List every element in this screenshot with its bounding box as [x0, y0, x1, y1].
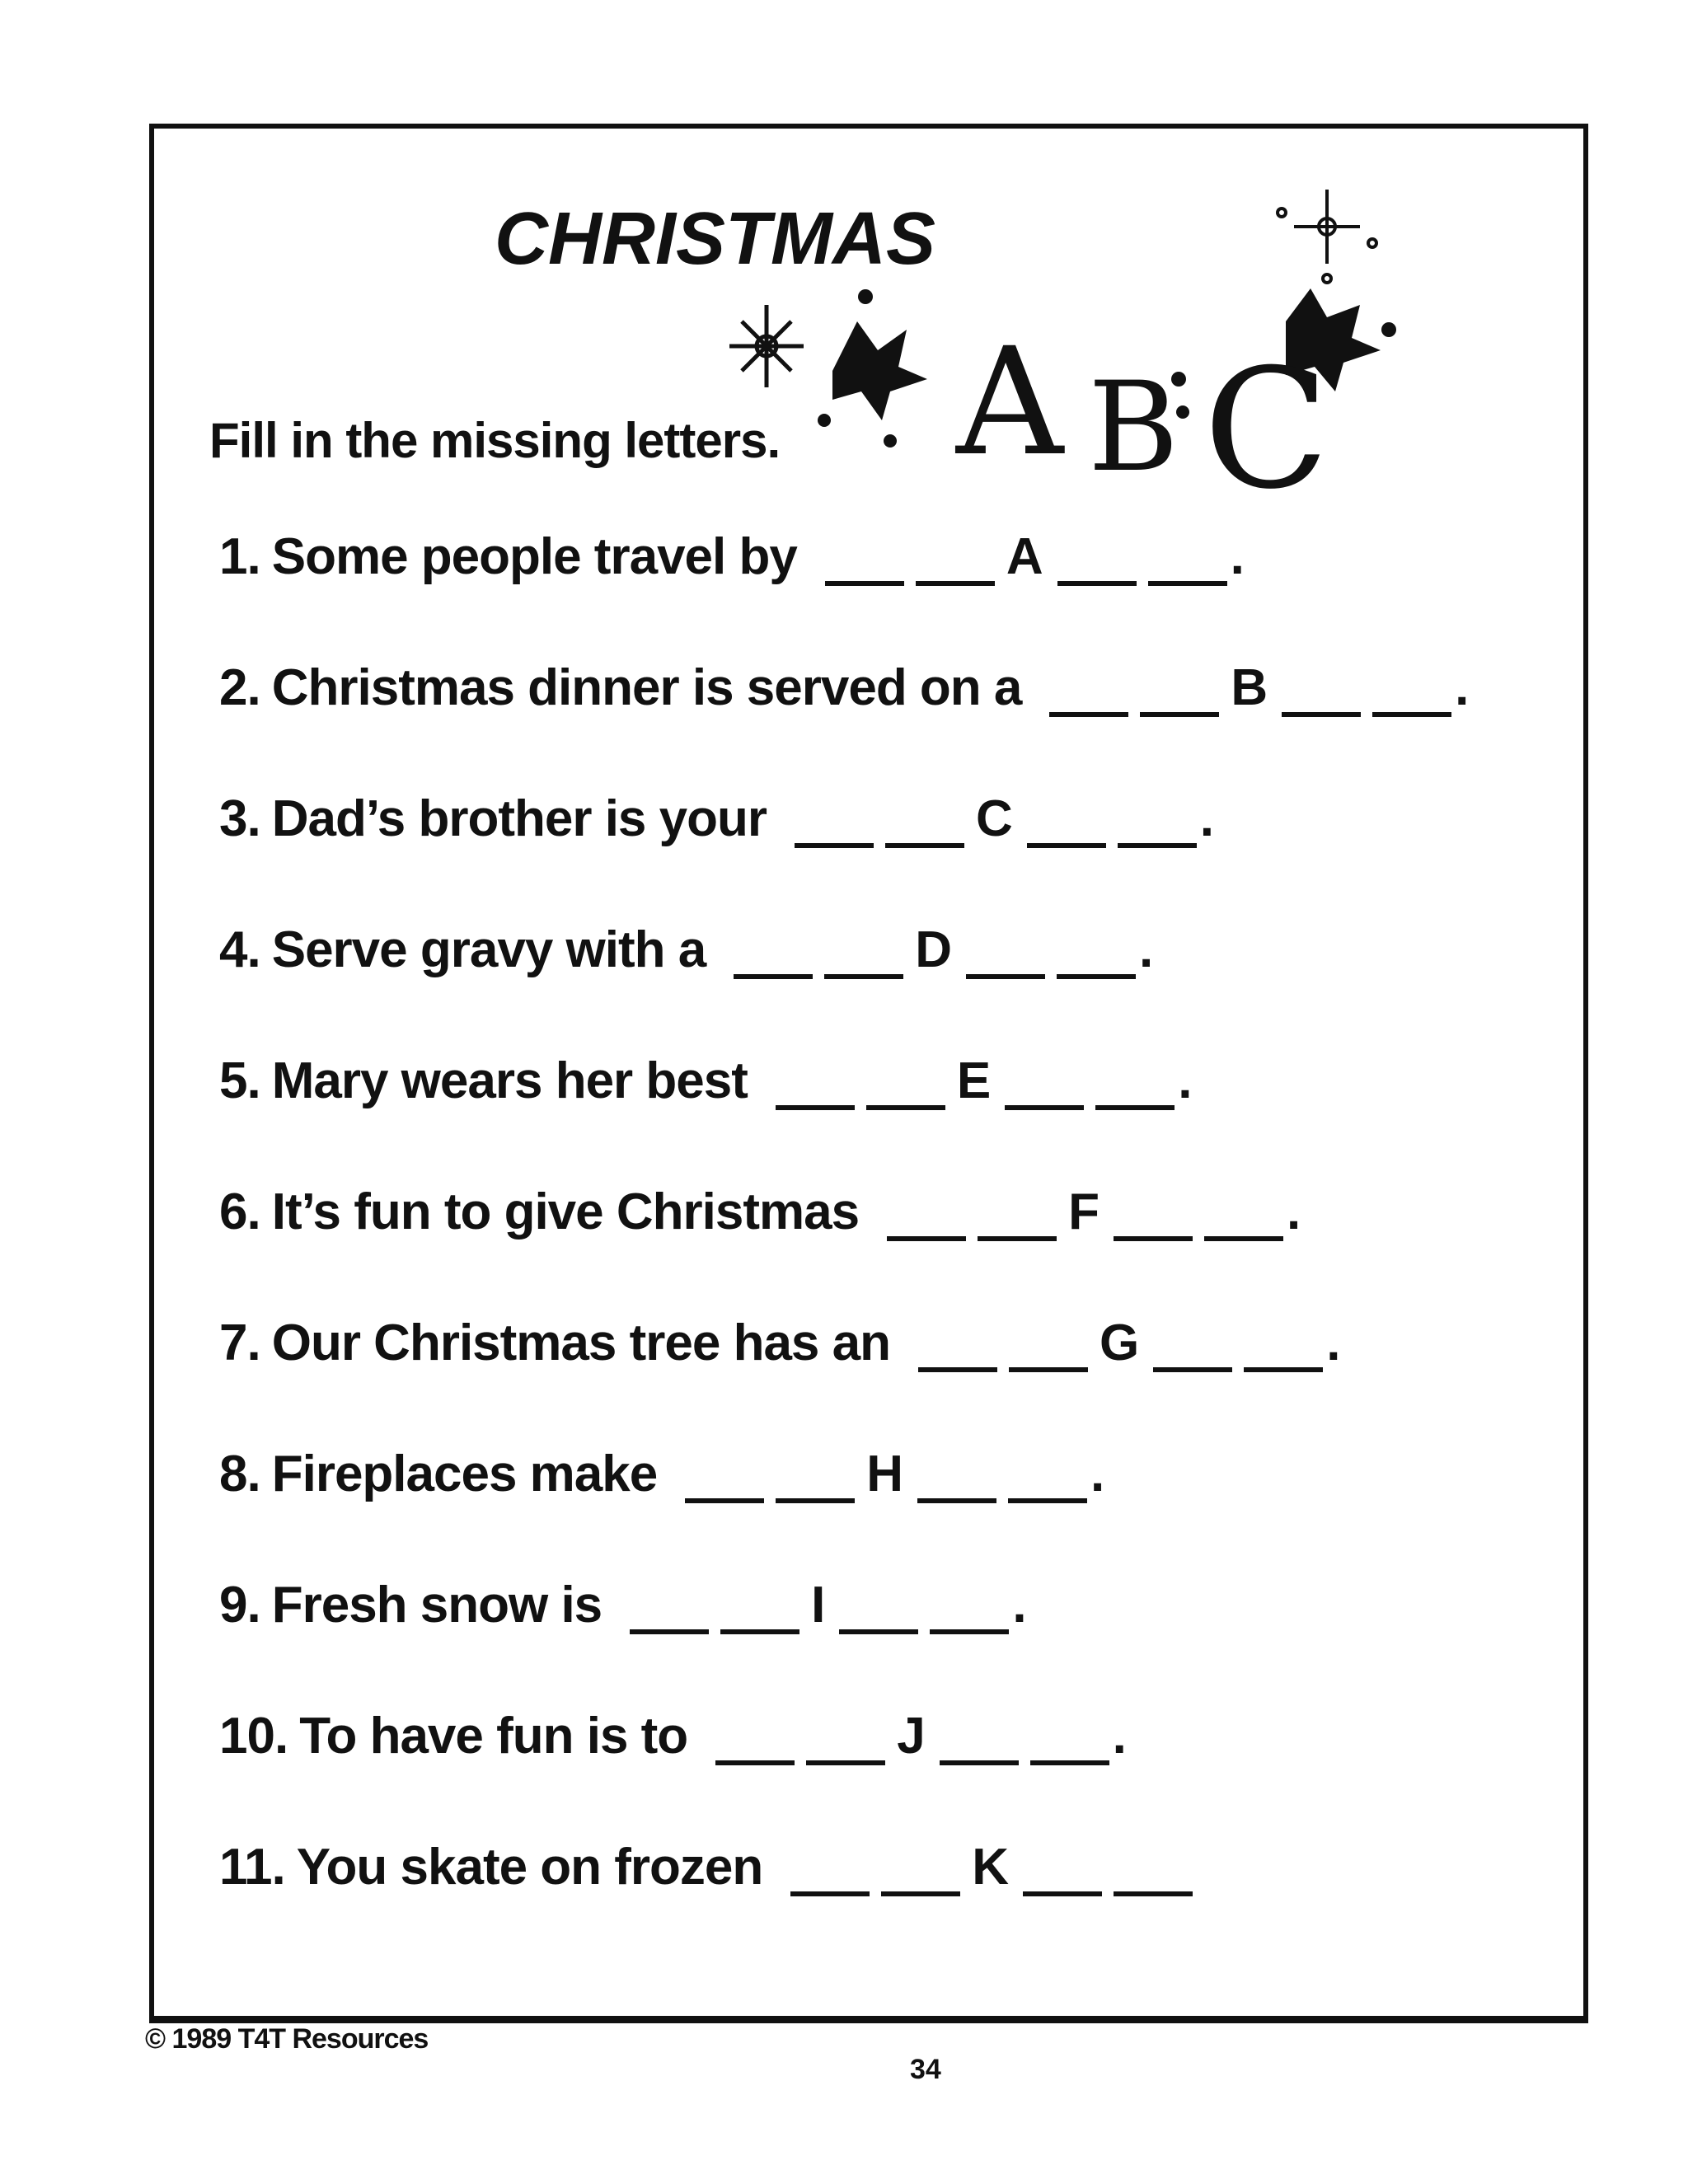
title-letter-b: B [1088, 356, 1179, 499]
letter-blank[interactable] [916, 538, 995, 586]
instruction-text: Fill in the missing letters. [209, 413, 781, 468]
letter-blank[interactable] [795, 800, 874, 848]
question-number: 1. [219, 528, 260, 585]
sentence-period: . [1326, 1315, 1340, 1371]
letter-blank[interactable] [776, 1062, 855, 1110]
letter-blank[interactable] [918, 1324, 997, 1372]
letter-blank[interactable] [1372, 669, 1451, 717]
letter-blank[interactable] [715, 1718, 795, 1765]
given-letter: I [811, 1577, 825, 1633]
letter-blank[interactable] [720, 1586, 799, 1634]
letter-blank[interactable] [966, 931, 1045, 979]
question-number: 4. [219, 921, 260, 978]
letter-blank[interactable] [1030, 1718, 1109, 1765]
letter-blank[interactable] [1027, 800, 1106, 848]
letter-blank[interactable] [1008, 1455, 1087, 1503]
question-text: Some people travel by [271, 528, 797, 585]
question-item [219, 1838, 1196, 1896]
question-text: Serve gravy with a [271, 921, 706, 978]
letter-blank[interactable] [978, 1193, 1057, 1241]
sentence-period: . [1230, 528, 1244, 585]
question-number: 10. [219, 1708, 288, 1765]
page-number: 34 [910, 2054, 941, 2085]
question-number: 2. [219, 659, 260, 716]
letter-blank[interactable] [1114, 1193, 1193, 1241]
title-letter-a: A [956, 316, 1063, 489]
letter-blank[interactable] [1204, 1193, 1283, 1241]
letter-blank[interactable] [776, 1455, 855, 1503]
letter-blank[interactable] [1282, 669, 1361, 717]
sentence-period: . [1455, 659, 1469, 716]
letter-blank[interactable] [940, 1718, 1019, 1765]
question-item [219, 1314, 1339, 1372]
question-number: 5. [219, 1052, 260, 1109]
letter-blank[interactable] [1049, 669, 1128, 717]
letter-blank[interactable] [887, 1193, 966, 1241]
question-number: 7. [219, 1315, 260, 1371]
sentence-period: . [1139, 921, 1153, 978]
letter-blank[interactable] [685, 1455, 764, 1503]
given-letter: H [866, 1446, 903, 1502]
given-letter: G [1100, 1315, 1139, 1371]
question-item [219, 1445, 1104, 1503]
snowflake-icon [729, 305, 804, 387]
letter-blank[interactable] [1057, 538, 1137, 586]
letter-blank[interactable] [1023, 1849, 1102, 1896]
letter-blank[interactable] [734, 931, 813, 979]
sentence-period: . [1012, 1577, 1026, 1633]
letter-blank[interactable] [824, 931, 903, 979]
question-item [219, 1052, 1192, 1110]
sentence-period: . [1090, 1446, 1104, 1502]
letter-blank[interactable] [839, 1586, 918, 1634]
letter-blank[interactable] [1005, 1062, 1084, 1110]
sentence-period: . [1199, 790, 1214, 847]
given-letter: B [1231, 659, 1268, 716]
letter-blank[interactable] [825, 538, 904, 586]
given-letter: D [915, 921, 951, 978]
given-letter: E [956, 1052, 991, 1109]
given-letter: C [976, 790, 1012, 847]
given-letter: J [897, 1708, 925, 1765]
question-text: Dad’s brother is your [271, 790, 767, 847]
question-text: You skate on frozen [296, 1839, 763, 1896]
letter-blank[interactable] [1118, 800, 1197, 848]
snowflake-icon-small [1278, 190, 1376, 283]
letter-blank[interactable] [866, 1062, 945, 1110]
given-letter: F [1068, 1183, 1099, 1240]
title-christmas: CHRISTMAS [495, 198, 935, 280]
question-item [219, 790, 1213, 848]
letter-blank[interactable] [917, 1455, 996, 1503]
question-number: 3. [219, 790, 260, 847]
copyright-text: © 1989 T4T Resources [145, 2023, 429, 2055]
letter-blank[interactable] [1114, 1849, 1193, 1896]
question-item [219, 1707, 1126, 1765]
sentence-period: . [1112, 1708, 1126, 1765]
letter-blank[interactable] [790, 1849, 870, 1896]
letter-blank[interactable] [930, 1586, 1009, 1634]
question-item [219, 527, 1244, 586]
question-text: Christmas dinner is served on a [271, 659, 1022, 716]
sentence-period: . [1286, 1183, 1301, 1240]
question-text: Fireplaces make [271, 1446, 658, 1502]
question-item [219, 921, 1152, 979]
letter-blank[interactable] [1009, 1324, 1088, 1372]
letter-blank[interactable] [1153, 1324, 1232, 1372]
question-number: 8. [219, 1446, 260, 1502]
letter-blank[interactable] [881, 1849, 960, 1896]
given-letter: K [972, 1839, 1009, 1896]
question-text: Our Christmas tree has an [271, 1315, 890, 1371]
letter-blank[interactable] [885, 800, 964, 848]
question-item [219, 658, 1468, 717]
letter-blank[interactable] [1140, 669, 1219, 717]
letter-blank[interactable] [630, 1586, 709, 1634]
letter-blank[interactable] [1148, 538, 1227, 586]
question-item [219, 1183, 1300, 1241]
sentence-period: . [1178, 1052, 1192, 1109]
letter-blank[interactable] [1244, 1324, 1323, 1372]
christmas-abc-title-art [495, 181, 1401, 527]
question-text: To have fun is to [299, 1708, 688, 1765]
question-text: Mary wears her best [271, 1052, 748, 1109]
letter-blank[interactable] [1057, 931, 1136, 979]
title-letter-c: C [1203, 334, 1330, 526]
given-letter: A [1006, 528, 1043, 585]
question-text: It’s fun to give Christmas [271, 1183, 860, 1240]
question-number: 6. [219, 1183, 260, 1240]
question-number: 9. [219, 1577, 260, 1633]
question-number: 11. [219, 1839, 285, 1896]
question-item [219, 1576, 1026, 1634]
question-text: Fresh snow is [271, 1577, 603, 1633]
letter-blank[interactable] [1095, 1062, 1175, 1110]
letter-blank[interactable] [806, 1718, 885, 1765]
